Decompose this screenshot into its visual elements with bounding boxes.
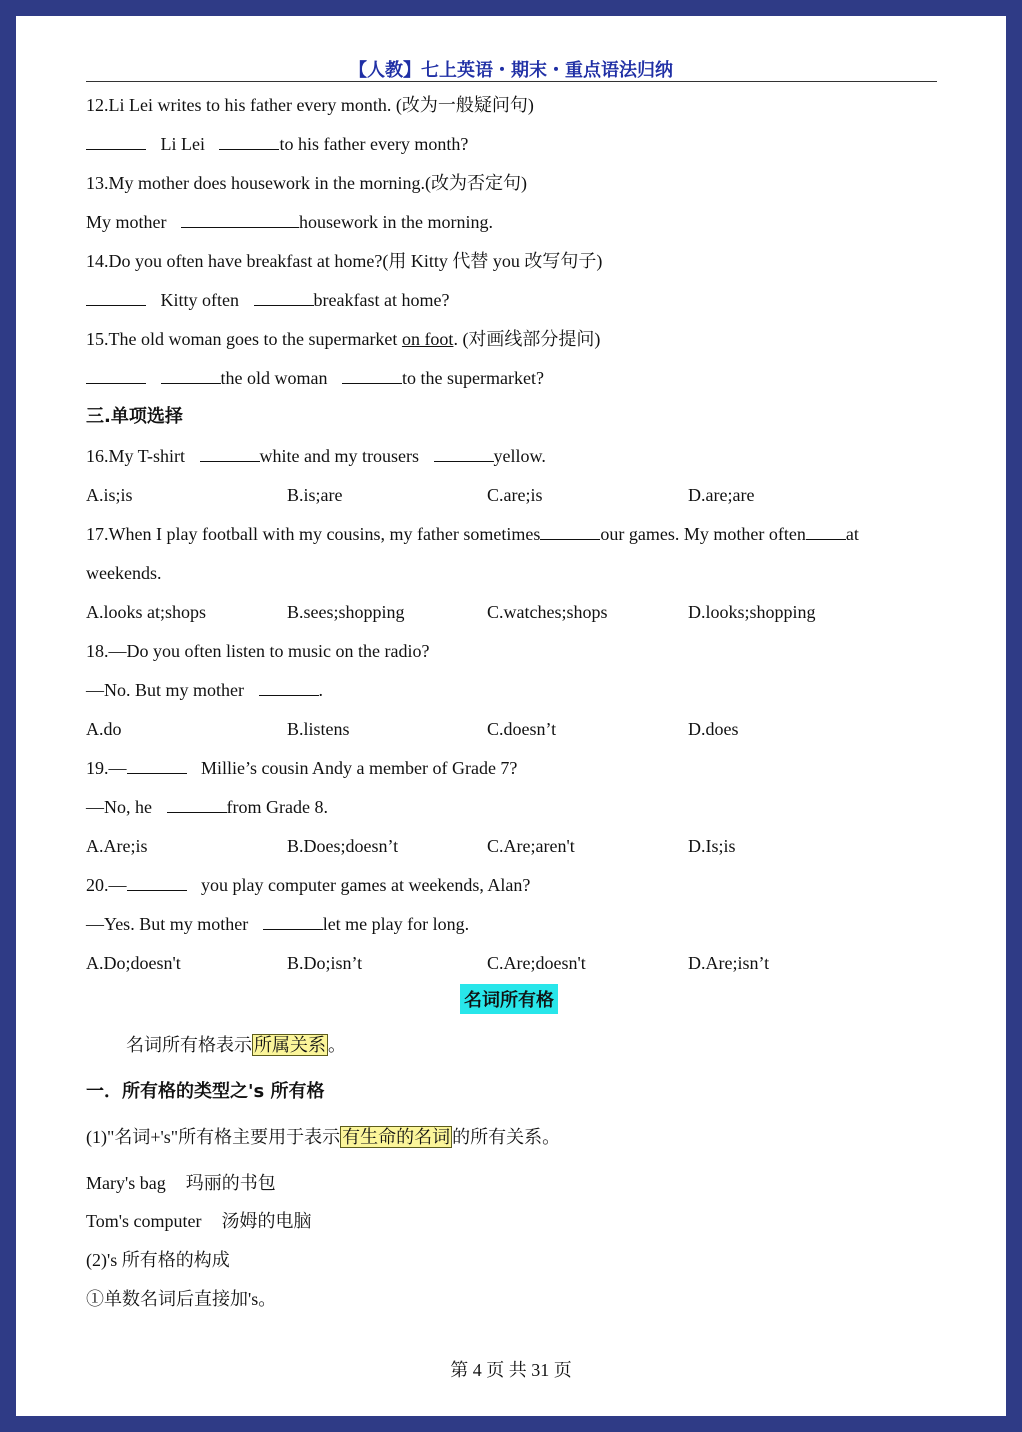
q15-stem-instruction: . (对画线部分提问) xyxy=(453,329,601,349)
q14-line-a: Kitty often xyxy=(160,290,239,310)
q17-options xyxy=(86,601,937,623)
q18-answer-b: . xyxy=(318,680,323,700)
q20-answer-a: —Yes. But my mother xyxy=(86,914,249,934)
q13-stem: 13.My mother does housework in the morning.(改为否定句) xyxy=(86,173,527,193)
q16-options xyxy=(86,484,937,506)
answer-blank[interactable] xyxy=(127,757,187,774)
q15-line-a: the old woman xyxy=(220,368,328,388)
section-title-single-choice: 三.单项选择 xyxy=(86,406,183,427)
option-a[interactable]: A.is;is xyxy=(86,485,133,505)
highlight-term: 有生命的名词 xyxy=(342,1127,451,1147)
option-c[interactable]: C.Are;aren't xyxy=(487,836,575,856)
grammar-point-3: ①单数名词后直接加's。 xyxy=(86,1289,277,1309)
option-b[interactable]: B.is;are xyxy=(287,485,343,505)
option-b[interactable]: B.listens xyxy=(287,719,350,739)
grammar-point-2: (2)'s 所有格的构成 xyxy=(86,1250,230,1270)
q13-line-a: My mother xyxy=(86,212,167,232)
grammar-point-1-text: (1)"名词+'s"所有格主要用于表示 xyxy=(86,1127,341,1147)
option-b[interactable]: B.Do;isn’t xyxy=(287,953,363,973)
q20-answer-line xyxy=(86,913,469,935)
option-b[interactable]: B.sees;shopping xyxy=(287,602,405,622)
example-1-chinese: 玛丽的书包 xyxy=(185,1173,276,1193)
option-a[interactable]: A.do xyxy=(86,719,122,739)
page-number: 第 4 页 共 31 页 xyxy=(450,1360,572,1380)
answer-blank[interactable] xyxy=(219,133,279,150)
option-d[interactable]: D.are;are xyxy=(688,485,755,505)
q20-answer-b: let me play for long. xyxy=(322,914,470,934)
option-c[interactable]: C.doesn’t xyxy=(487,719,557,739)
q18-options xyxy=(86,718,937,740)
q20-stem xyxy=(86,874,530,896)
option-b[interactable]: B.Does;doesn’t xyxy=(287,836,399,856)
answer-blank[interactable] xyxy=(86,289,146,306)
q15-underlined-phrase: on foot xyxy=(401,329,454,349)
q16-part-b: white and my trousers xyxy=(259,446,419,466)
answer-blank[interactable] xyxy=(86,133,146,150)
answer-blank[interactable] xyxy=(161,367,221,384)
grammar-section-title: 名词所有格 xyxy=(460,984,558,1014)
grammar-intro-text: 名词所有格表示 xyxy=(126,1035,252,1055)
option-d[interactable]: D.looks;shopping xyxy=(688,602,816,622)
q15-stem-text: 15.The old woman goes to the supermarket xyxy=(86,329,402,349)
q19-answer-b: from Grade 8. xyxy=(226,797,328,817)
grammar-point-1 xyxy=(86,1126,560,1148)
option-d[interactable]: D.Are;isn’t xyxy=(688,953,770,973)
option-c[interactable]: C.Are;doesn't xyxy=(487,953,586,973)
q12-stem: 12.Li Lei writes to his father every month. (改为一般疑问句) xyxy=(86,95,534,115)
q15-line-b: to the supermarket? xyxy=(401,368,544,388)
q19-part-a: 19.— xyxy=(86,758,127,778)
q20-part-a: 20.— xyxy=(86,875,127,895)
example-2 xyxy=(86,1210,311,1232)
q17-stem-cont: weekends. xyxy=(86,563,162,583)
option-c[interactable]: C.are;is xyxy=(487,485,543,505)
option-d[interactable]: D.does xyxy=(688,719,739,739)
option-a[interactable]: A.Do;doesn't xyxy=(86,953,181,973)
header-divider xyxy=(86,81,937,82)
example-2-english: Tom's computer xyxy=(86,1211,202,1231)
q19-stem xyxy=(86,757,517,779)
grammar-intro-end: 。 xyxy=(328,1035,346,1055)
document-page xyxy=(16,16,1006,1416)
grammar-subheading: 一．所有格的类型之's 所有格 xyxy=(86,1081,325,1102)
header-title: 【人教】七上英语・期末・重点语法归纳 xyxy=(349,60,673,81)
q19-answer-line xyxy=(86,796,328,818)
q12-line-b: to his father every month? xyxy=(279,134,469,154)
q12-answer-line xyxy=(86,133,468,155)
grammar-intro xyxy=(126,1034,346,1056)
answer-blank[interactable] xyxy=(540,523,600,540)
q14-line-b: breakfast at home? xyxy=(313,290,450,310)
answer-blank[interactable] xyxy=(86,367,146,384)
example-1 xyxy=(86,1172,276,1194)
q17-part-b: our games. My mother often xyxy=(600,524,806,544)
q17-stem xyxy=(86,523,859,545)
example-1-english: Mary's bag xyxy=(86,1173,166,1193)
answer-blank[interactable] xyxy=(434,445,494,462)
option-c[interactable]: C.watches;shops xyxy=(487,602,608,622)
q12-line-a: Li Lei xyxy=(160,134,205,154)
q16-part-a: 16.My T-shirt xyxy=(86,446,186,466)
answer-blank[interactable] xyxy=(806,523,846,540)
q20-options xyxy=(86,952,937,974)
answer-blank[interactable] xyxy=(263,913,323,930)
grammar-point-1-end: 的所有关系。 xyxy=(452,1127,561,1147)
q17-part-a: 17.When I play football with my cousins, my father sometimes xyxy=(86,524,541,544)
q17-part-c: at xyxy=(845,524,859,544)
answer-blank[interactable] xyxy=(181,211,299,228)
answer-blank[interactable] xyxy=(167,796,227,813)
q16-part-c: yellow. xyxy=(493,446,546,466)
q18-stem: 18.—Do you often listen to music on the radio? xyxy=(86,641,430,661)
answer-blank[interactable] xyxy=(254,289,314,306)
q19-options xyxy=(86,835,937,857)
q14-stem: 14.Do you often have breakfast at home?(用 Kitty 代替 you 改写句子) xyxy=(86,251,603,271)
q19-part-b: Millie’s cousin Andy a member of Grade 7? xyxy=(201,758,518,778)
answer-blank[interactable] xyxy=(259,679,319,696)
option-d[interactable]: D.Is;is xyxy=(688,836,736,856)
option-a[interactable]: A.looks at;shops xyxy=(86,602,207,622)
q16-stem xyxy=(86,445,546,467)
q18-answer-line xyxy=(86,679,323,701)
answer-blank[interactable] xyxy=(200,445,260,462)
q14-answer-line xyxy=(86,289,449,311)
answer-blank[interactable] xyxy=(127,874,187,891)
q15-answer-line xyxy=(86,367,544,389)
q15-stem xyxy=(86,328,600,350)
example-2-chinese: 汤姆的电脑 xyxy=(221,1211,312,1231)
q19-answer-a: —No, he xyxy=(86,797,152,817)
answer-blank[interactable] xyxy=(342,367,402,384)
highlight-term: 所属关系 xyxy=(254,1035,326,1055)
q13-answer-line xyxy=(86,211,493,233)
q18-answer-a: —No. But my mother xyxy=(86,680,244,700)
q13-line-b: housework in the morning. xyxy=(299,212,493,232)
option-a[interactable]: A.Are;is xyxy=(86,836,148,856)
q20-part-b: you play computer games at weekends, Alan? xyxy=(201,875,531,895)
